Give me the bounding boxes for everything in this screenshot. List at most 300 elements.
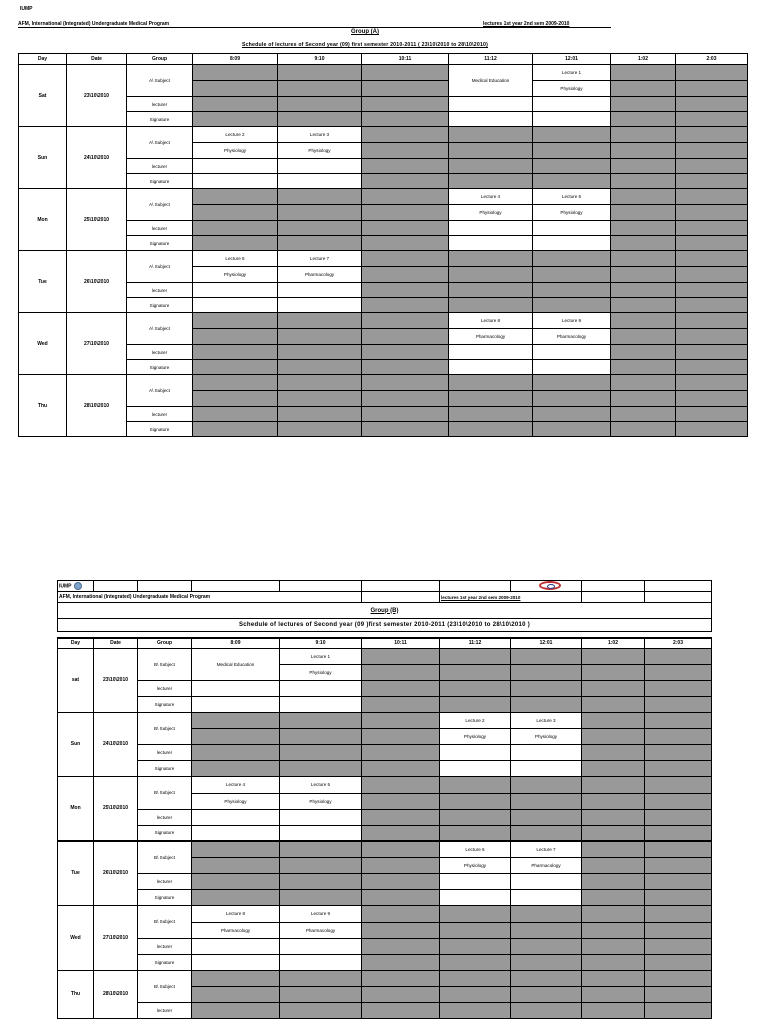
table-row [58, 825, 712, 841]
empty-slot [511, 986, 582, 1002]
lecturer-label: lecturer [127, 97, 193, 112]
empty-slot [193, 112, 278, 127]
empty-slot [440, 648, 511, 664]
lecturer-label: lecturer [127, 407, 193, 422]
lecturer-label: lecturer [138, 938, 192, 954]
empty-slot [611, 143, 676, 159]
empty-slot [362, 841, 440, 857]
blank-cell [440, 873, 511, 889]
header-slot: 8:09 [193, 54, 278, 65]
header-slot: 1:02 [582, 638, 645, 648]
blank-cell [280, 809, 362, 825]
empty-slot [449, 391, 533, 407]
crest-cell [511, 581, 582, 592]
empty-slot [362, 267, 449, 283]
lesson-cell: Lecture 1 [280, 648, 362, 664]
blank-cell [582, 581, 645, 592]
empty-slot [440, 922, 511, 938]
empty-slot [676, 251, 748, 267]
empty-slot [280, 873, 362, 889]
lesson-cell: Lecture 5 [533, 189, 611, 205]
table-row [58, 905, 712, 922]
empty-slot [278, 360, 362, 375]
empty-slot [645, 680, 712, 696]
lecturer-label: lecturer [127, 221, 193, 236]
empty-slot [440, 776, 511, 793]
day-cell: Wed [19, 313, 67, 375]
empty-slot [193, 391, 278, 407]
empty-slot [676, 345, 748, 360]
empty-slot [533, 143, 611, 159]
empty-slot [645, 760, 712, 776]
day-cell: Mon [58, 776, 94, 841]
table-row [58, 680, 712, 696]
empty-slot [582, 825, 645, 841]
empty-slot [449, 298, 533, 313]
empty-slot [645, 873, 712, 889]
empty-slot [676, 375, 748, 391]
empty-slot [511, 954, 582, 970]
blank-cell [449, 236, 533, 251]
date-cell: 25\10\2010 [94, 776, 138, 841]
empty-slot [440, 809, 511, 825]
table-row [19, 251, 748, 267]
empty-slot [676, 65, 748, 81]
empty-slot [611, 205, 676, 221]
header-table-row [58, 619, 712, 632]
empty-slot [449, 407, 533, 422]
signature-label: Signature [127, 360, 193, 375]
empty-slot [362, 648, 440, 664]
empty-slot [192, 970, 280, 986]
date-cell: 23\10\2010 [67, 65, 127, 127]
empty-slot [611, 112, 676, 127]
blank-cell [192, 809, 280, 825]
blank-cell [193, 298, 278, 313]
table-row [58, 809, 712, 825]
empty-slot [193, 375, 278, 391]
empty-slot [440, 905, 511, 922]
blank-cell [645, 592, 712, 603]
empty-slot [511, 776, 582, 793]
header-slot: 11:12 [440, 638, 511, 648]
blank-cell [511, 760, 582, 776]
empty-slot [582, 954, 645, 970]
empty-slot [645, 938, 712, 954]
date-cell: 28\10\2010 [67, 375, 127, 437]
empty-slot [676, 391, 748, 407]
empty-slot [192, 873, 280, 889]
empty-slot [582, 873, 645, 889]
signature-label: Signature [127, 236, 193, 251]
empty-slot [449, 251, 533, 267]
table-row [19, 127, 748, 143]
header-table-row [58, 592, 712, 603]
date-cell: 23\10\2010 [94, 648, 138, 712]
blank-cell [362, 581, 440, 592]
empty-slot [611, 174, 676, 189]
blank-cell [449, 112, 533, 127]
empty-slot [278, 375, 362, 391]
lesson-cell: Physiology [533, 81, 611, 97]
empty-slot [611, 391, 676, 407]
empty-slot [511, 938, 582, 954]
empty-slot [440, 793, 511, 809]
empty-slot [449, 127, 533, 143]
subject-label: B\ Subject [138, 712, 192, 744]
empty-slot [645, 648, 712, 664]
table-row [19, 174, 748, 189]
table-row [58, 873, 712, 889]
empty-slot [611, 251, 676, 267]
header-table-row [58, 603, 712, 619]
empty-slot [611, 360, 676, 375]
table-row [19, 112, 748, 127]
empty-slot [611, 313, 676, 329]
blank-cell [533, 345, 611, 360]
blank-cell [440, 760, 511, 776]
empty-slot [362, 744, 440, 760]
empty-slot [193, 360, 278, 375]
empty-slot [582, 809, 645, 825]
empty-slot [645, 664, 712, 680]
lesson-cell: Lecture 5 [280, 776, 362, 793]
subject-label: A\ Subject [127, 127, 193, 159]
empty-slot [582, 857, 645, 873]
table-row [19, 360, 748, 375]
schedule-title: Schedule of lectures of Second year (09) first semester 2010-2011 ( 23\10\2010 to 28\10\2010) [241, 42, 489, 48]
empty-slot [278, 329, 362, 345]
empty-slot [362, 236, 449, 251]
globe-icon [74, 582, 82, 590]
blank-cell [533, 360, 611, 375]
empty-slot [362, 251, 449, 267]
blank-cell [278, 174, 362, 189]
empty-slot [440, 825, 511, 841]
blank-cell [449, 345, 533, 360]
table-row [19, 375, 748, 391]
empty-slot [278, 189, 362, 205]
empty-slot [611, 407, 676, 422]
empty-slot [611, 345, 676, 360]
empty-slot [192, 744, 280, 760]
table-row [19, 313, 748, 329]
table-row [19, 159, 748, 174]
empty-slot [362, 986, 440, 1002]
empty-slot [278, 65, 362, 81]
empty-slot [676, 329, 748, 345]
empty-slot [362, 375, 449, 391]
empty-slot [362, 159, 449, 174]
empty-slot [362, 954, 440, 970]
empty-slot [511, 922, 582, 938]
table-row [58, 760, 712, 776]
subject-label: B\ Subject [138, 970, 192, 1002]
empty-slot [362, 422, 449, 437]
lesson-cell: Pharmacology [192, 922, 280, 938]
empty-slot [645, 905, 712, 922]
empty-slot [362, 857, 440, 873]
table-row [58, 712, 712, 728]
date-cell: 26\10\2010 [94, 841, 138, 905]
lesson-cell: Lecture 9 [533, 313, 611, 329]
iump-logo: IUMP [59, 583, 72, 590]
empty-slot [645, 825, 712, 841]
schedule-title: Schedule of lectures of Second year (09 )first semester 2010-2011 (23\10\2010 to 28\10\2010 ) [58, 619, 712, 632]
empty-slot [362, 205, 449, 221]
table-row [58, 744, 712, 760]
table-row [19, 345, 748, 360]
empty-slot [611, 189, 676, 205]
blank-cell [280, 938, 362, 954]
empty-slot [362, 728, 440, 744]
blank-cell [278, 283, 362, 298]
blank-cell [511, 744, 582, 760]
lectures-note: lectures 1st year 2nd sem 2009-2010 [440, 592, 582, 603]
header-slot: 9:10 [280, 638, 362, 648]
empty-slot [362, 938, 440, 954]
empty-slot [533, 251, 611, 267]
empty-slot [278, 313, 362, 329]
lectures-note: lectures 1st year 2nd sem 2009-2010 [483, 21, 570, 27]
empty-slot [611, 283, 676, 298]
empty-slot [645, 696, 712, 712]
empty-slot [611, 236, 676, 251]
subject-label: B\ Subject [138, 905, 192, 938]
table-row [58, 1002, 712, 1018]
group-title: Group (B) [58, 603, 712, 619]
header-slot: 10:11 [362, 54, 449, 65]
blank-cell [645, 581, 712, 592]
empty-slot [611, 267, 676, 283]
header-slot: 9:10 [278, 54, 362, 65]
lesson-cell: Physiology [192, 793, 280, 809]
table-row [19, 97, 748, 112]
empty-slot [611, 422, 676, 437]
empty-slot [193, 205, 278, 221]
empty-slot [582, 696, 645, 712]
empty-slot [362, 793, 440, 809]
lesson-cell: Lecture 6 [440, 841, 511, 857]
subject-label: A\ Subject [127, 251, 193, 283]
empty-slot [440, 696, 511, 712]
empty-slot [449, 159, 533, 174]
blank-cell [193, 283, 278, 298]
empty-slot [645, 970, 712, 986]
date-cell: 24\10\2010 [94, 712, 138, 776]
blank-cell [280, 825, 362, 841]
empty-slot [611, 329, 676, 345]
blank-cell [449, 360, 533, 375]
header-slot: 2:03 [676, 54, 748, 65]
header-day: Day [19, 54, 67, 65]
empty-slot [611, 375, 676, 391]
day-cell: Mon [19, 189, 67, 251]
empty-slot [362, 97, 449, 112]
empty-slot [676, 112, 748, 127]
empty-slot [582, 648, 645, 664]
day-cell: Wed [58, 905, 94, 970]
empty-slot [511, 1002, 582, 1018]
empty-slot [362, 81, 449, 97]
lesson-cell: Physiology [440, 728, 511, 744]
university-crest-icon [539, 581, 561, 590]
date-cell: 25\10\2010 [67, 189, 127, 251]
empty-slot [533, 375, 611, 391]
header-slot: 10:11 [362, 638, 440, 648]
empty-slot [511, 648, 582, 664]
empty-slot [611, 97, 676, 112]
header-slot: 12:01 [533, 54, 611, 65]
empty-slot [362, 970, 440, 986]
lesson-cell: Lecture 7 [278, 251, 362, 267]
empty-slot [362, 391, 449, 407]
empty-slot [362, 905, 440, 922]
subject-label: A\ Subject [127, 313, 193, 345]
empty-slot [440, 954, 511, 970]
lecturer-label: lecturer [138, 680, 192, 696]
empty-slot [440, 970, 511, 986]
blank-cell [192, 938, 280, 954]
lesson-cell: Medical Education [192, 648, 280, 680]
header-slot: 11:12 [449, 54, 533, 65]
empty-slot [582, 841, 645, 857]
empty-slot [280, 712, 362, 728]
blank-cell [533, 112, 611, 127]
empty-slot [511, 696, 582, 712]
signature-label: Signature [127, 422, 193, 437]
lesson-cell: Pharmacology [449, 329, 533, 345]
empty-slot [676, 298, 748, 313]
blank-cell [511, 873, 582, 889]
empty-slot [645, 776, 712, 793]
lesson-cell: Lecture 4 [192, 776, 280, 793]
empty-slot [192, 889, 280, 905]
empty-slot [278, 345, 362, 360]
lesson-cell: Lecture 2 [440, 712, 511, 728]
day-cell: Sun [19, 127, 67, 189]
empty-slot [362, 680, 440, 696]
empty-slot [278, 391, 362, 407]
empty-slot [362, 889, 440, 905]
blank-cell [192, 825, 280, 841]
empty-slot [511, 825, 582, 841]
lesson-cell: Pharmacology [280, 922, 362, 938]
empty-slot [582, 889, 645, 905]
table-row [19, 236, 748, 251]
header-group: Group [138, 638, 192, 648]
empty-slot [192, 712, 280, 728]
header-slot: 8:09 [192, 638, 280, 648]
lecturer-label: lecturer [138, 873, 192, 889]
empty-slot [192, 986, 280, 1002]
empty-slot [280, 889, 362, 905]
empty-slot [449, 143, 533, 159]
empty-slot [440, 1002, 511, 1018]
blank-cell [138, 581, 192, 592]
lesson-cell: Physiology [449, 205, 533, 221]
empty-slot [193, 81, 278, 97]
lesson-cell: Lecture 7 [511, 841, 582, 857]
empty-slot [611, 81, 676, 97]
subject-label: A\ Subject [127, 375, 193, 407]
empty-slot [193, 313, 278, 329]
table-row [58, 889, 712, 905]
empty-slot [278, 97, 362, 112]
day-cell: Tue [58, 841, 94, 905]
empty-slot [676, 283, 748, 298]
empty-slot [511, 970, 582, 986]
empty-slot [676, 174, 748, 189]
empty-slot [611, 298, 676, 313]
sheet-b-header-table [57, 580, 712, 632]
lesson-cell: Lecture 8 [449, 313, 533, 329]
empty-slot [645, 841, 712, 857]
header-row [58, 638, 712, 648]
empty-slot [582, 905, 645, 922]
empty-slot [511, 680, 582, 696]
signature-label: Signature [138, 825, 192, 841]
lesson-cell: Physiology [280, 664, 362, 680]
signature-label: Signature [127, 298, 193, 313]
lesson-cell: Lecture 4 [449, 189, 533, 205]
empty-slot [280, 728, 362, 744]
empty-slot [611, 221, 676, 236]
lesson-cell: Physiology [440, 857, 511, 873]
empty-slot [362, 360, 449, 375]
empty-slot [362, 189, 449, 205]
empty-slot [362, 922, 440, 938]
empty-slot [362, 298, 449, 313]
empty-slot [362, 873, 440, 889]
empty-slot [440, 986, 511, 1002]
empty-slot [440, 938, 511, 954]
table-row [58, 696, 712, 712]
empty-slot [280, 970, 362, 986]
empty-slot [449, 283, 533, 298]
empty-slot [533, 267, 611, 283]
program-name: AFM, International (Integrated) Undergraduate Medical Program [18, 21, 170, 27]
empty-slot [280, 857, 362, 873]
program-name: AFM, International (Integrated) Undergraduate Medical Program [58, 592, 362, 603]
blank-cell [280, 696, 362, 712]
table-row [58, 938, 712, 954]
subject-label: A\ Subject [127, 65, 193, 97]
empty-slot [533, 127, 611, 143]
lecturer-label: lecturer [127, 283, 193, 298]
empty-slot [362, 760, 440, 776]
lesson-cell: Lecture 6 [193, 251, 278, 267]
empty-slot [362, 313, 449, 329]
table-row [58, 841, 712, 857]
table-row [19, 422, 748, 437]
day-cell: Thu [19, 375, 67, 437]
empty-slot [362, 221, 449, 236]
empty-slot [193, 329, 278, 345]
empty-slot [582, 776, 645, 793]
empty-slot [280, 986, 362, 1002]
blank-cell [449, 221, 533, 236]
signature-label: Signature [127, 112, 193, 127]
empty-slot [676, 407, 748, 422]
empty-slot [193, 221, 278, 236]
group-title: Group (A) [351, 29, 379, 35]
empty-slot [582, 986, 645, 1002]
empty-slot [362, 345, 449, 360]
empty-slot [193, 422, 278, 437]
empty-slot [278, 422, 362, 437]
empty-slot [676, 189, 748, 205]
